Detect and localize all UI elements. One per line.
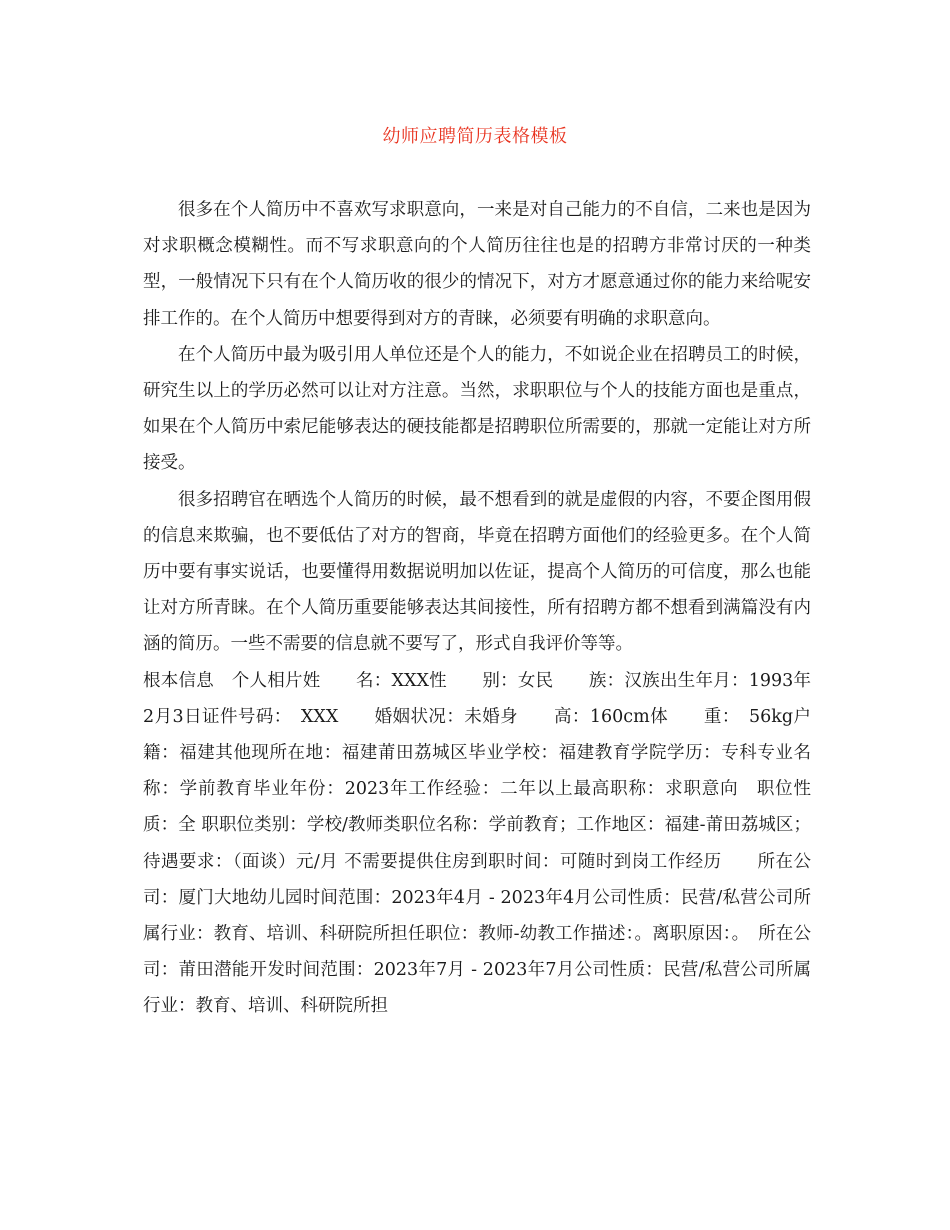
resume-details: 根本信息 个人相片姓 名：XXX性 别：女民 族：汉族出生年月：1993年2月3日证件号码： XXX 婚姻状况：未婚身 高：160cm体 重： 56kg户 籍：福建其他现所在地：福建莆田荔城区毕业学校：福建教育学院学历：专科专业名称：学前教育毕业年份：2023年工作经验：二年以上最高职称：求职意向 职位性质：全 职职位类别：学校/教师类职位名称：学前教育；工作地区：福建-莆田荔城区；待遇要求：（面谈）元/月 不需要提供住房到职时间：可随时到岗工作经历 所在公司：厦门大地幼儿园时间范围：2023年4月 - 2023年4月公司性质：民营/私营公司所属行业：教育、培训、科研院所担任职位：教师-幼教工作描述：。离职原因：。 所在公司：莆田潜能开发时间范围：2023年7月 - 2023年7月公司性质：民营/私营公司所属行业：教育、培训、科研院所担 <box>143 670 846 1017</box>
document-title: 幼师应聘简历表格模板 <box>382 126 568 147</box>
intro-paragraph-2: 在个人简历中最为吸引用人单位还是个人的能力，不如说企业在招聘员工的时候，研究生以上的学历必然可以让对方注意。当然，求职职位与个人的技能方面也是重点，如果在个人简历中索尼能够表达的硬技能都是招聘职位所需要的，那就一定能让对方所接受。 <box>143 344 811 474</box>
document-body <box>143 192 846 1025</box>
intro-paragraph-3: 很多招聘官在晒选个人简历的时候，最不想看到的就是虚假的内容，不要企图用假的信息来欺骗，也不要低估了对方的智商，毕竟在招聘方面他们的经验更多。在个人简历中要有事实说话，也要懂得用数据说明加以佐证，提高个人简历的可信度，那么也能让对方所青睐。在个人简历重要能够表达其间接性，所有招聘方都不想看到满篇没有内涵的简历。一些不需要的信息就不要写了，形式自我评价等等。 <box>143 489 811 655</box>
intro-paragraph-1: 很多在个人简历中不喜欢写求职意向，一来是对自己能力的不自信，二来也是因为对求职概念模糊性。而不写求职意向的个人简历往往也是的招聘方非常讨厌的一种类型，一般情况下只有在个人简历收的很少的情况下，对方才愿意通过你的能力来给呢安排工作的。在个人简历中想要得到对方的青睐，必须要有明确的求职意向。 <box>143 200 811 329</box>
